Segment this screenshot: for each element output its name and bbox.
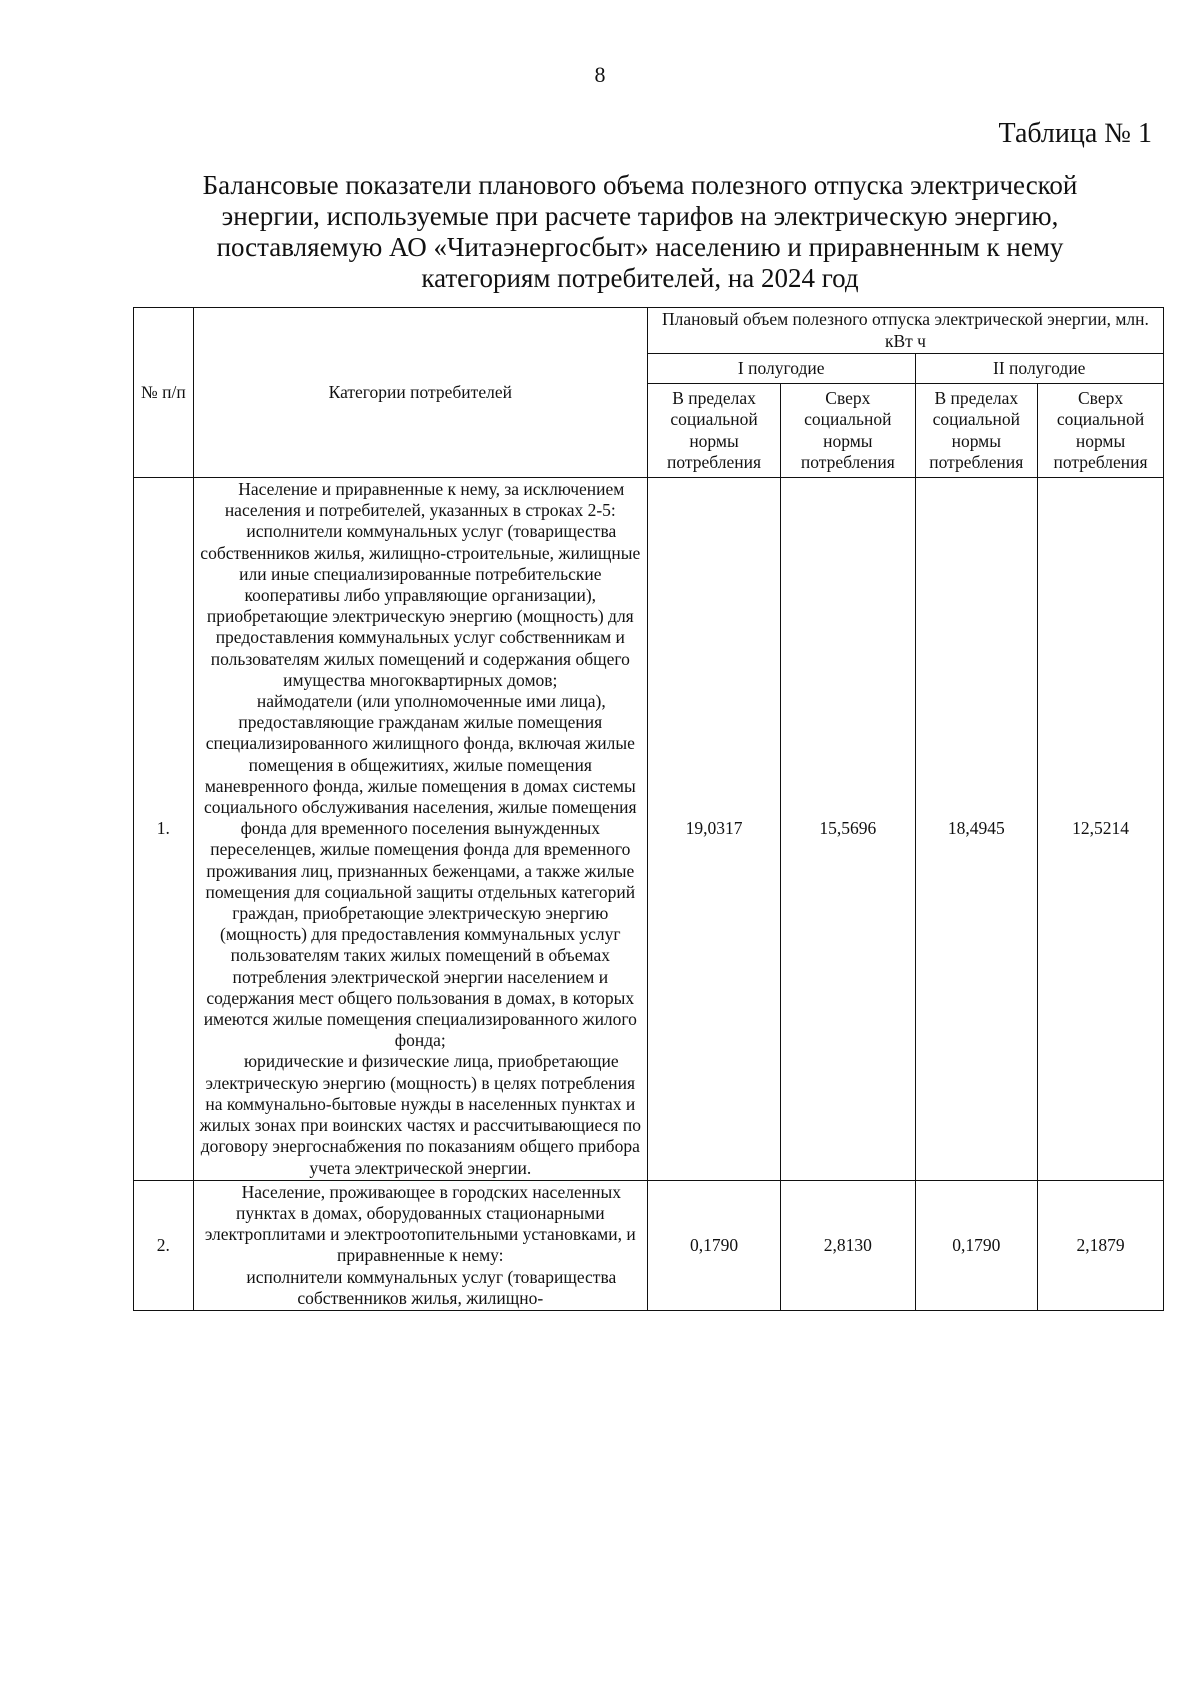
header-npp: № п/п [134,308,194,478]
h2-within-value: 18,4945 [915,478,1038,1181]
page-number: 8 [594,62,606,87]
h2-above-value: 12,5214 [1038,478,1164,1181]
table-row [134,1180,1164,1310]
category-paragraph: исполнители коммунальных услуг (товарищества собственников жилья, жилищно-строительные, жилищные или иные специализированные потребительские кооперативы либо управляющие организации), приобретающие электрическую энергию (мощность) для предоставления коммунальных услуг собственникам и пользователям жилых помещений и содержания общего имущества многоквартирных домов; [200,521,641,690]
header-h1-within-norm: В пределах социальной нормы потребления [647,384,780,478]
balance-table [133,307,1164,1311]
header-h2-within-norm: В пределах социальной нормы потребления [915,384,1038,478]
table-row [134,478,1164,1181]
document-title [160,170,1120,294]
header-h2-above-norm: Сверх социальной нормы потребления [1038,384,1164,478]
row-number: 1. [134,478,194,1181]
category-paragraph: исполнители коммунальных услуг (товарищества собственников жилья, жилищно- [246,1266,617,1308]
category-paragraph: юридические и физические лица, приобретающие электрическую энергию (мощность) в целях потребления на коммунально-бытовые нужды в населенных пунктах и жилых зонах при воинских частях и рассчитывающиеся по договору энергоснабжения по показаниям общего прибора учета электрической энергии. [199,1051,641,1178]
title-line: энергии, используемые при расчете тарифов на электрическую энергию, [221,201,1059,231]
category-paragraph: Население, проживающее в городских населенных пунктах в домах, оборудованных стационарными электроплитами и электроотопительными установками, и приравненные к нему: [204,1181,636,1266]
header-h1-above-norm: Сверх социальной нормы потребления [781,384,915,478]
row-number: 2. [134,1180,194,1310]
header-half2: II полугодие [915,354,1164,384]
h1-above-value: 2,8130 [781,1180,915,1310]
header-volume: Плановый объем полезного отпуска электрической энергии, млн. кВт ч [647,308,1163,354]
title-line: поставляемую АО «Читаэнергосбыт» населению и приравненным к нему [216,232,1064,262]
h1-within-value: 0,1790 [647,1180,780,1310]
h1-within-value: 19,0317 [647,478,780,1181]
category-paragraph: Население и приравненные к нему, за исключением населения и потребителей, указанных в строках 2-5: [224,479,625,521]
table-label: Таблица № 1 [998,118,1152,149]
category-cell [193,478,647,1181]
header-half1: I полугодие [647,354,915,384]
h1-above-value: 15,5696 [781,478,915,1181]
h2-above-value: 2,1879 [1038,1180,1164,1310]
category-paragraph: наймодатели (или уполномоченные ими лица), предоставляющие гражданам жилые помещения специализированного жилищного фонда, включая жилые помещения в общежитиях, жилые помещения маневренного фонда, жилые помещения в домах системы социального обслуживания населения, жилые помещения фонда для временного поселения вынужденных переселенцев, жилые помещения фонда для временного проживания лиц, признанных беженцами, а также жилые помещения для социальной защиты отдельных категорий граждан, приобретающие электрическую энергию (мощность) для предоставления коммунальных услуг пользователям таких жилых помещений в объемах потребления электрической энергии населением и содержания мест общего пользования в домах, в которых имеются жилые помещения специализированного жилого фонда; [203,691,637,1051]
h2-within-value: 0,1790 [915,1180,1038,1310]
header-category: Категории потребителей [193,308,647,478]
category-cell [193,1180,647,1310]
title-line: Балансовые показатели планового объема полезного отпуска электрической [202,170,1078,200]
title-line: категориям потребителей, на 2024 год [421,263,859,293]
